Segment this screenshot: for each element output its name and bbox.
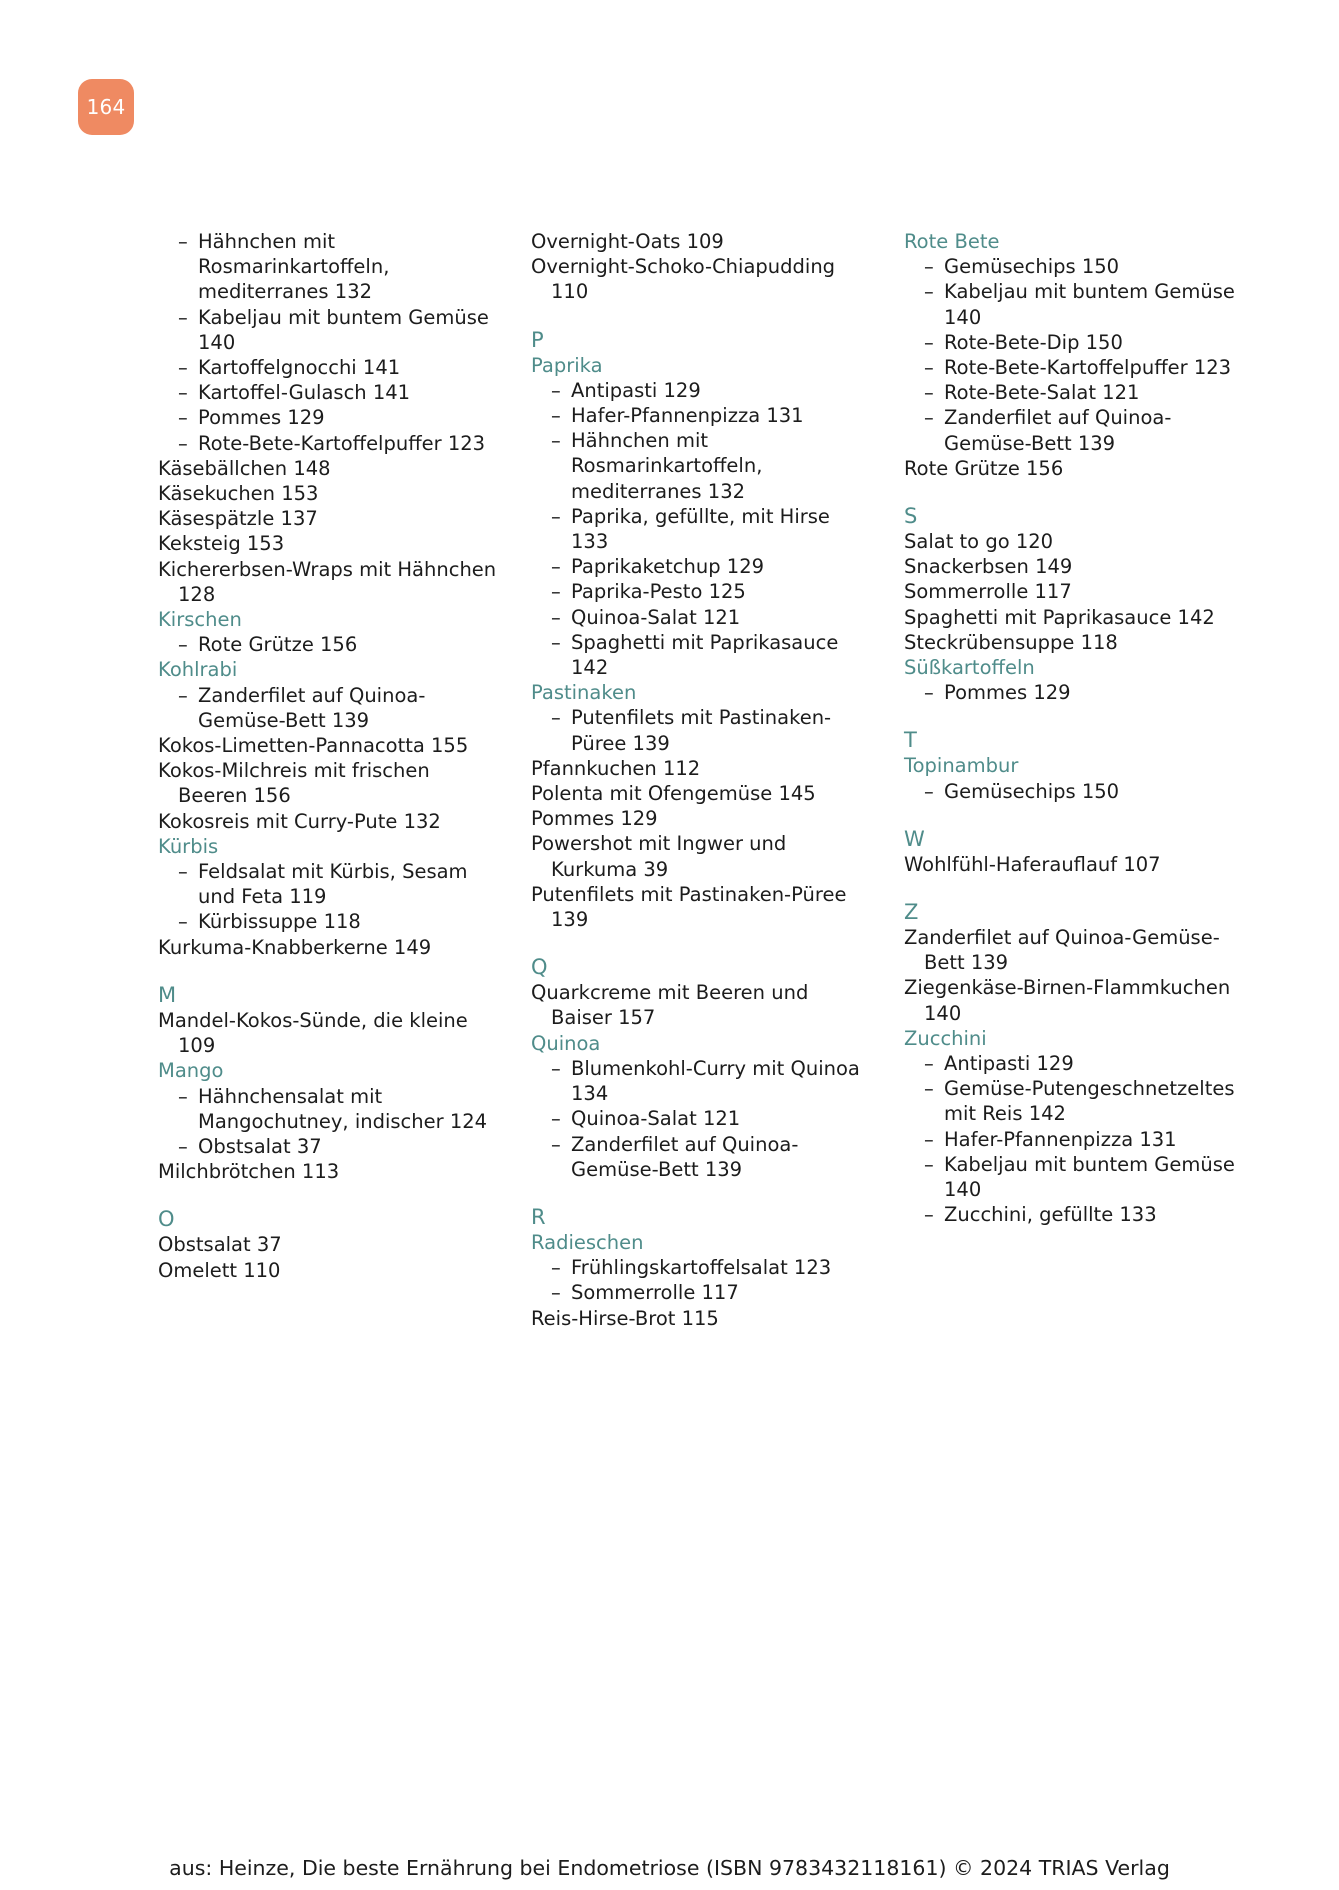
- index-entry: Pommes 129: [531, 807, 658, 831]
- index-entry: Rote Grütze 156: [904, 456, 1064, 480]
- index-entry: Snackerbsen 149: [904, 555, 1073, 579]
- subentry-dash: –: [924, 1077, 934, 1101]
- subentry-text: Hafer-Pfannenpizza 131: [571, 404, 804, 428]
- index-entry: Salat to go 120: [904, 530, 1054, 554]
- index-subentry: [158, 632, 498, 657]
- subentry-dash: –: [178, 230, 188, 253]
- subentry-dash: –: [924, 1152, 934, 1176]
- index-keyword-heading: Kürbis: [158, 834, 219, 858]
- index-entry: Wohlfühl-Haferauflauf 107: [904, 852, 1161, 876]
- index-entry: Obstsalat 37: [158, 1233, 282, 1257]
- index-entry: Kurkuma-Knabberkerne 149: [158, 935, 432, 959]
- subentry-dash: –: [551, 630, 561, 654]
- index-entry: Käsebällchen 148: [158, 456, 331, 480]
- index-subentry: [904, 779, 1244, 804]
- index-subentry: [158, 1134, 498, 1159]
- index-entry: Sommerrolle 117: [904, 580, 1072, 604]
- index-subentry: [531, 403, 871, 428]
- index-subentry: [904, 1076, 1244, 1126]
- index-keyword-heading: Radieschen: [531, 1230, 644, 1254]
- index-subentry: [531, 579, 871, 604]
- subentry-text: Quinoa-Salat 121: [571, 1107, 741, 1131]
- index-subentry: [531, 428, 871, 504]
- subentry-text: Rote-Bete-Kartoffelpuffer 123: [198, 431, 486, 455]
- subentry-dash: –: [924, 1052, 934, 1076]
- index-keyword-heading: Süßkartoffeln: [904, 656, 1035, 680]
- subentry-text: Kabeljau mit buntem Gemüse 140: [944, 1152, 1235, 1202]
- subentry-text: Spaghetti mit Paprikasauce 142: [571, 630, 839, 680]
- subentry-text: Paprika-Pesto 125: [571, 580, 746, 604]
- subentry-dash: –: [551, 555, 561, 579]
- index-subentry: [904, 330, 1244, 355]
- footer-credit: aus: Heinze, Die beste Ernährung bei Endometriose (ISBN 9783432118161) © 2024 TRIAS Verlag: [169, 1856, 1170, 1880]
- subentry-dash: –: [551, 605, 561, 629]
- subentry-text: Kürbissuppe 118: [198, 910, 361, 934]
- index-entry: Kokos-Milchreis mit frischen Beeren 156: [158, 759, 430, 808]
- subentry-text: Zucchini, gefüllte 133: [944, 1203, 1157, 1227]
- index-subentry: [158, 431, 498, 456]
- index-keyword-heading: Kirschen: [158, 608, 242, 632]
- subentry-dash: –: [924, 1127, 934, 1151]
- index-entry: Mandel-Kokos-Sünde, die kleine 109: [158, 1008, 468, 1058]
- index-subentry: [531, 378, 871, 403]
- subentry-dash: –: [551, 706, 561, 730]
- index-subentry: [158, 1084, 498, 1134]
- subentry-text: Zanderfilet auf Quinoa-Gemüse-Bett 139: [198, 683, 426, 732]
- subentry-dash: –: [924, 406, 934, 430]
- index-entry: Ziegenkäse-Birnen-Flammkuchen 140: [904, 976, 1231, 1025]
- subentry-dash: –: [551, 580, 561, 604]
- index-entry: Käsekuchen 153: [158, 482, 319, 506]
- index-subentry: [531, 605, 871, 630]
- subentry-dash: –: [551, 378, 561, 402]
- index-keyword-heading: Pastinaken: [531, 681, 637, 705]
- subentry-text: Paprikaketchup 129: [571, 555, 765, 579]
- index-keyword-heading: Mango: [158, 1059, 224, 1083]
- subentry-text: Zanderfilet auf Quinoa-Gemüse-Bett 139: [571, 1132, 799, 1181]
- index-entry: Powershot mit Ingwer und Kurkuma 39: [531, 832, 787, 881]
- subentry-dash: –: [551, 1256, 561, 1280]
- index-entry: Zanderfilet auf Quinoa-Gemüse-Bett 139: [904, 926, 1220, 975]
- index-entry: Kichererbsen-Wraps mit Hähnchen 128: [158, 557, 497, 606]
- index-letter-heading: O: [158, 1207, 175, 1232]
- index-subentry: [158, 683, 498, 733]
- subentry-text: Rote-Bete-Kartoffelpuffer 123: [944, 356, 1232, 380]
- subentry-dash: –: [924, 381, 934, 405]
- subentry-text: Gemüsechips 150: [944, 779, 1120, 803]
- subentry-dash: –: [551, 504, 561, 528]
- index-entry: Spaghetti mit Paprikasauce 142: [904, 605, 1215, 629]
- index-letter-heading: P: [531, 327, 544, 352]
- subentry-dash: –: [178, 381, 188, 405]
- page-number-badge: 164: [78, 79, 134, 135]
- index-subentry: [904, 254, 1244, 279]
- subentry-text: Hähnchensalat mit Mangochutney, indischer 124: [198, 1084, 488, 1133]
- index-subentry: [904, 279, 1244, 329]
- index-subentry: [531, 630, 871, 680]
- index-subentry: [158, 229, 498, 305]
- index-column-2: [531, 229, 871, 1331]
- index-subentry: [531, 1056, 871, 1106]
- index-subentry: [158, 405, 498, 430]
- index-column-1: [158, 229, 498, 1283]
- subentry-dash: –: [551, 429, 561, 453]
- index-entry: Quarkcreme mit Beeren und Baiser 157: [531, 981, 809, 1030]
- index-entry: Milchbrötchen 113: [158, 1160, 340, 1184]
- index-entry: Kokosreis mit Curry-Pute 132: [158, 809, 441, 833]
- index-subentry: [531, 705, 871, 755]
- index-subentry: [904, 1127, 1244, 1152]
- index-column-3: [904, 229, 1244, 1228]
- subentry-text: Antipasti 129: [944, 1052, 1074, 1076]
- subentry-text: Kabeljau mit buntem Gemüse 140: [198, 305, 489, 354]
- subentry-dash: –: [178, 406, 188, 430]
- subentry-text: Antipasti 129: [571, 378, 701, 402]
- index-letter-heading: R: [531, 1204, 546, 1229]
- subentry-text: Obstsalat 37: [198, 1134, 322, 1158]
- subentry-dash: –: [551, 1281, 561, 1305]
- subentry-dash: –: [551, 404, 561, 428]
- subentry-text: Rote-Bete-Dip 150: [944, 330, 1123, 354]
- subentry-text: Rote Grütze 156: [198, 633, 358, 657]
- index-letter-heading: Z: [904, 900, 919, 925]
- index-letter-heading: S: [904, 504, 918, 529]
- subentry-text: Frühlingskartoffelsalat 123: [571, 1256, 832, 1280]
- index-subentry: [531, 1106, 871, 1131]
- index-subentry: [531, 1255, 871, 1280]
- index-entry: Kokos-Limetten-Pannacotta 155: [158, 734, 469, 758]
- index-subentry: [531, 504, 871, 554]
- index-entry: Reis-Hirse-Brot 115: [531, 1306, 719, 1330]
- subentry-text: Blumenkohl-Curry mit Quinoa 134: [571, 1056, 860, 1106]
- subentry-text: Gemüsechips 150: [944, 255, 1120, 279]
- subentry-dash: –: [924, 779, 934, 803]
- index-entry: Steckrübensuppe 118: [904, 630, 1118, 654]
- index-entry: Polenta mit Ofengemüse 145: [531, 782, 816, 806]
- subentry-dash: –: [178, 305, 188, 329]
- index-keyword-heading: Zucchini: [904, 1026, 987, 1050]
- subentry-dash: –: [924, 330, 934, 354]
- subentry-text: Rote-Bete-Salat 121: [944, 381, 1140, 405]
- index-subentry: [158, 380, 498, 405]
- subentry-dash: –: [551, 1132, 561, 1156]
- index-entry: Keksteig 153: [158, 532, 285, 556]
- subentry-text: Zanderfilet auf Quinoa-Gemüse-Bett 139: [944, 406, 1172, 455]
- subentry-dash: –: [178, 1084, 188, 1108]
- subentry-dash: –: [178, 356, 188, 380]
- index-subentry: [531, 1280, 871, 1305]
- index-entry: Käsespätzle 137: [158, 507, 318, 531]
- index-subentry: [158, 859, 498, 909]
- subentry-text: Paprika, gefüllte, mit Hirse 133: [571, 504, 830, 554]
- subentry-dash: –: [924, 255, 934, 279]
- index-subentry: [158, 909, 498, 934]
- index-subentry: [904, 355, 1244, 380]
- subentry-text: Hafer-Pfannenpizza 131: [944, 1127, 1177, 1151]
- index-keyword-heading: Topinambur: [904, 754, 1019, 778]
- index-letter-heading: M: [158, 982, 177, 1007]
- index-letter-heading: Q: [531, 955, 548, 980]
- index-subentry: [158, 355, 498, 380]
- subentry-dash: –: [924, 1203, 934, 1227]
- index-subentry: [904, 1152, 1244, 1202]
- subentry-text: Hähnchen mit Rosmarinkartoffeln, mediterranes 132: [198, 230, 390, 304]
- subentry-text: Kabeljau mit buntem Gemüse 140: [944, 280, 1235, 329]
- index-keyword-heading: Quinoa: [531, 1031, 601, 1055]
- subentry-dash: –: [924, 356, 934, 380]
- subentry-text: Quinoa-Salat 121: [571, 605, 741, 629]
- subentry-text: Pommes 129: [198, 406, 325, 430]
- subentry-dash: –: [924, 681, 934, 705]
- subentry-text: Putenfilets mit Pastinaken-Püree 139: [571, 706, 832, 755]
- index-subentry: [158, 305, 498, 355]
- subentry-dash: –: [178, 860, 188, 884]
- index-keyword-heading: Rote Bete: [904, 230, 1000, 253]
- subentry-dash: –: [178, 683, 188, 707]
- subentry-text: Kartoffel-Gulasch 141: [198, 381, 411, 405]
- subentry-text: Kartoffelgnocchi 141: [198, 356, 401, 380]
- index-subentry: [904, 1202, 1244, 1227]
- index-entry: Pfannkuchen 112: [531, 756, 701, 780]
- subentry-text: Pommes 129: [944, 681, 1071, 705]
- subentry-dash: –: [924, 280, 934, 304]
- subentry-dash: –: [551, 1107, 561, 1131]
- index-entry: Omelett 110: [158, 1258, 281, 1282]
- subentry-dash: –: [178, 1134, 188, 1158]
- index-letter-heading: W: [904, 826, 925, 851]
- index-subentry: [531, 554, 871, 579]
- index-subentry: [904, 380, 1244, 405]
- index-entry: Overnight-Schoko-Chiapudding 110: [531, 255, 836, 304]
- subentry-text: Feldsalat mit Kürbis, Sesam und Feta 119: [198, 860, 468, 909]
- index-subentry: [904, 405, 1244, 455]
- subentry-dash: –: [551, 1056, 561, 1080]
- index-entry: Putenfilets mit Pastinaken-Püree 139: [531, 882, 847, 932]
- index-letter-heading: T: [904, 728, 917, 753]
- subentry-text: Hähnchen mit Rosmarinkartoffeln, mediterranes 132: [571, 429, 763, 503]
- subentry-dash: –: [178, 910, 188, 934]
- index-keyword-heading: Paprika: [531, 353, 603, 377]
- index-subentry: [904, 680, 1244, 705]
- index-keyword-heading: Kohlrabi: [158, 658, 238, 682]
- subentry-dash: –: [178, 431, 188, 455]
- subentry-text: Sommerrolle 117: [571, 1281, 739, 1305]
- index-subentry: [531, 1132, 871, 1182]
- index-entry: Overnight-Oats 109: [531, 230, 724, 253]
- subentry-text: Gemüse-Putengeschnetzeltes mit Reis 142: [944, 1077, 1235, 1126]
- subentry-dash: –: [178, 633, 188, 657]
- index-subentry: [904, 1051, 1244, 1076]
